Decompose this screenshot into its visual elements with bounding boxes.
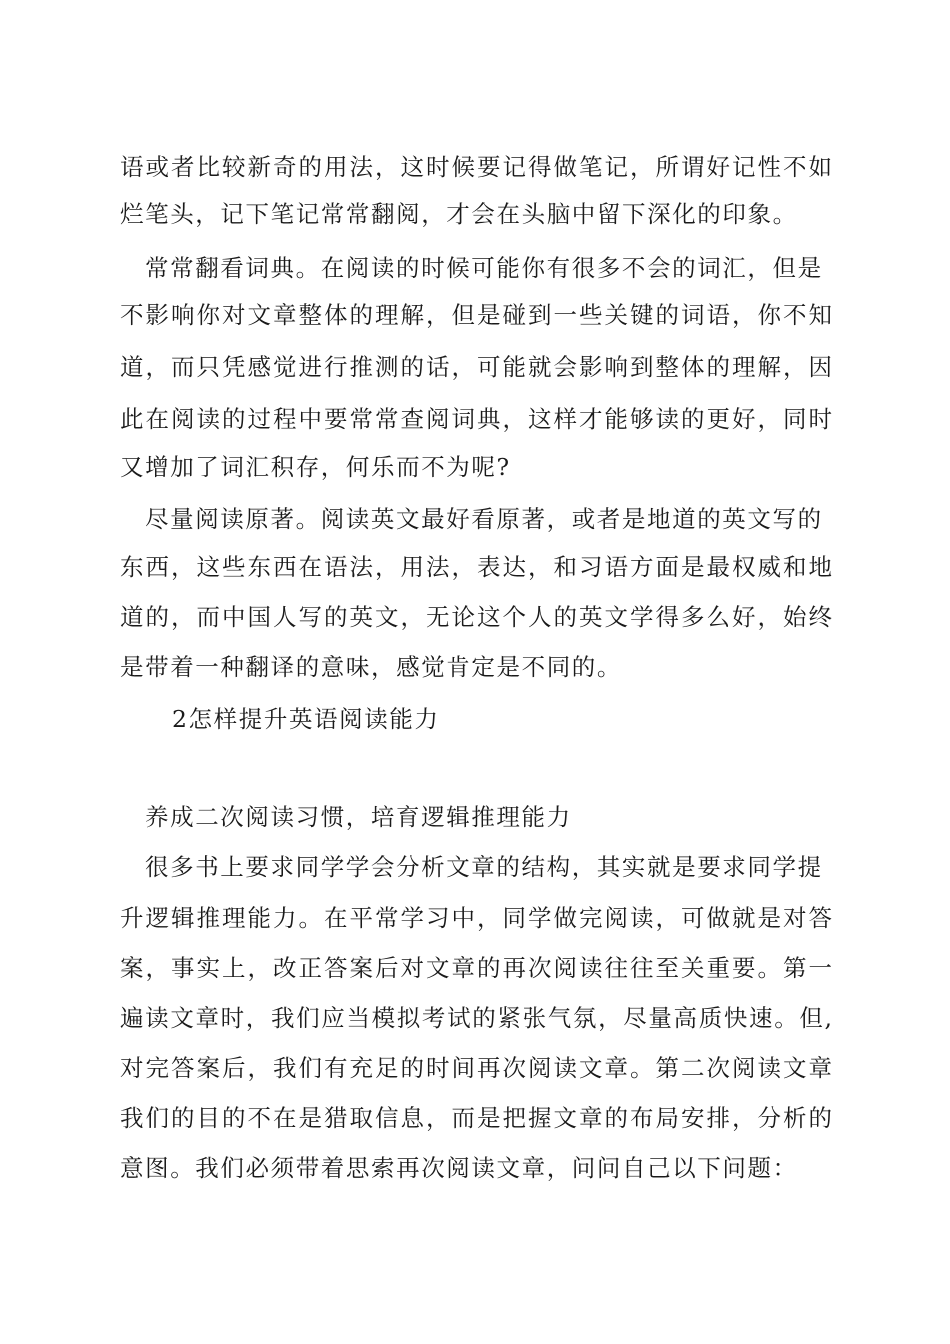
text-line: 道，而只凭感觉进行推测的话，可能就会影响到整体的理解，因 — [120, 353, 832, 381]
text-line: 又增加了词汇积存，何乐而不为呢? — [120, 453, 511, 481]
text-line: 升逻辑推理能力。在平常学习中，同学做完阅读，可做就是对答 — [120, 904, 832, 932]
text-line: 烂笔头，记下笔记常常翻阅，才会在头脑中留下深化的印象。 — [120, 200, 798, 228]
text-line: 很多书上要求同学学会分析文章的结构，其实就是要求同学提 — [145, 853, 823, 881]
text-line: 东西，这些东西在语法，用法，表达，和习语方面是最权威和地 — [120, 553, 832, 581]
text-line: 我们的目的不在是猎取信息，而是把握文章的布局安排，分析的 — [120, 1104, 832, 1132]
text-line: 案，事实上，改正答案后对文章的再次阅读往往至关重要。第一 — [120, 954, 832, 982]
text-line: 遍读文章时，我们应当模拟考试的紧张气氛，尽量高质快速。但, — [120, 1004, 832, 1032]
text-line: 不影响你对文章整体的理解，但是碰到一些关键的词语，你不知 — [120, 301, 832, 329]
text-line: 常常翻看词典。在阅读的时候可能你有很多不会的词汇，但是 — [145, 254, 823, 282]
text-line: 尽量阅读原著。阅读英文最好看原著，或者是地道的英文写的 — [145, 505, 823, 533]
text-line: 道的，而中国人写的英文，无论这个人的英文学得多么好，始终 — [120, 603, 832, 631]
text-line: 是带着一种翻译的意味，感觉肯定是不同的。 — [120, 653, 622, 681]
subsection-heading: 养成二次阅读习惯，培育逻辑推理能力 — [145, 803, 572, 831]
section-heading: 2怎样提升英语阅读能力 — [172, 705, 440, 733]
text-line: 此在阅读的过程中要常常查阅词典，这样才能够读的更好，同时 — [120, 405, 832, 433]
text-line: 对完答案后，我们有充足的时间再次阅读文章。第二次阅读文章 — [120, 1054, 832, 1082]
text-line: 语或者比较新奇的用法，这时候要记得做笔记，所谓好记性不如 — [120, 153, 832, 181]
text-line: 意图。我们必须带着思索再次阅读文章，问问自己以下问题： — [120, 1154, 798, 1182]
